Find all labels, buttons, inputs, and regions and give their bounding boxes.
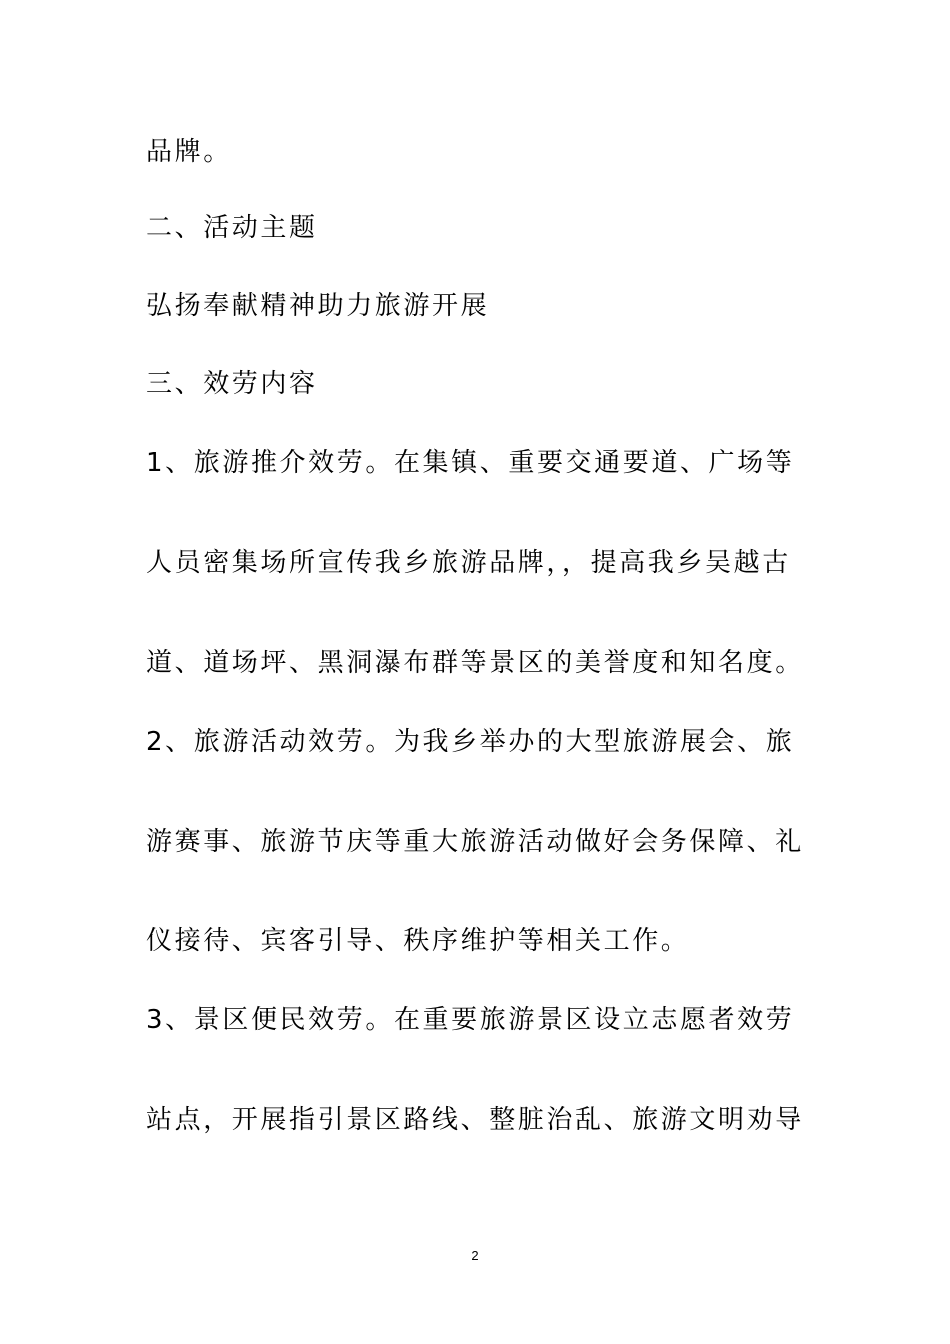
page-number: 2 xyxy=(471,1248,479,1263)
text-line-6: 人员密集场所宣传我乡旅游品牌，，提高我乡吴越古 xyxy=(146,548,791,578)
text-line-7: 道、道场坪、黑洞瀑布群等景区的美誉度和知名度。 xyxy=(146,648,804,678)
text-line-5: 1、旅游推介效劳。在集镇、重要交通要道、广场等 xyxy=(146,448,795,478)
text-line-8: 2、旅游活动效劳。为我乡举办的大型旅游展会、旅 xyxy=(146,727,795,757)
text-line-9: 游赛事、旅游节庆等重大旅游活动做好会务保障、礼 xyxy=(146,827,804,857)
text-line-1: 品牌。 xyxy=(146,137,232,167)
text-line-10: 仪接待、宾客引导、秩序维护等相关工作。 xyxy=(146,926,690,956)
text-line-11: 3、景区便民效劳。在重要旅游景区设立志愿者效劳 xyxy=(146,1005,795,1035)
text-line-3: 弘扬奉献精神助力旅游开展 xyxy=(146,291,490,321)
text-line-12: 站点，开展指引景区路线、整脏治乱、旅游文明劝导 xyxy=(146,1105,804,1135)
heading-service-content: 三、效劳内容 xyxy=(146,369,318,399)
heading-activity-theme: 二、活动主题 xyxy=(146,213,318,243)
